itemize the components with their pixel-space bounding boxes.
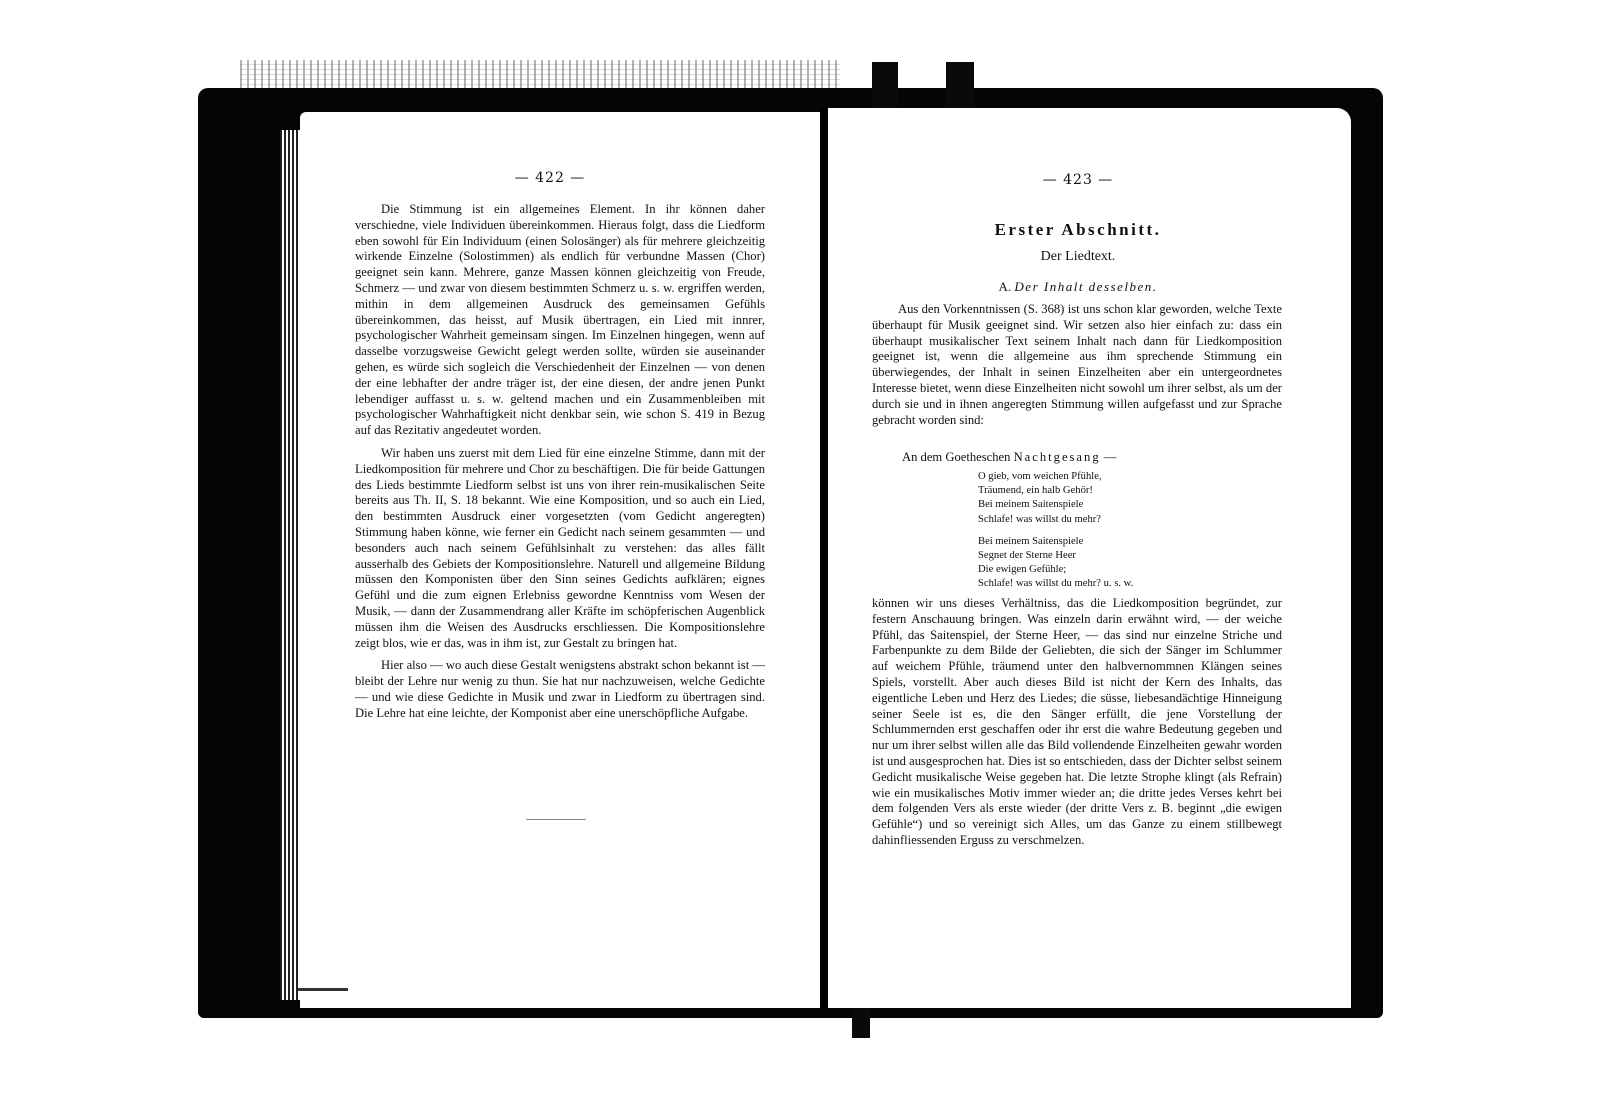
- bookmark-tab: [946, 62, 974, 108]
- paragraph: Aus den Vorkenntnissen (S. 368) ist uns schon klar geworden, welche Texte überhaupt für Musik geeignet sind. Wir setzen also hier einfach zu: dass ein überhaupt musikalischer Text seinem Inhalt nach dann für Liedkomposition geeignet ist, wenn die allgemeine aus ihm sprechende Stimmung ein überwiegendes, der Inhalt in seinen Einzelheiten aber ein untergeordnetes Interesse bietet, wenn diese Einzelheiten nicht sowohl um ihrer selbst, als um der durch sie und in ihnen angeregten Stimmung willen aufgefasst und zur Sprache gebracht worden sind:: [872, 302, 1282, 427]
- section-title: Erster Abschnitt.: [994, 220, 1162, 239]
- poem-line: Bei meinem Saitenspiele: [978, 535, 1084, 547]
- sub-heading: [908, 279, 1248, 295]
- page-number: — 422 —: [514, 170, 586, 186]
- poem-stanza: [978, 470, 1238, 527]
- sub-heading-text: Der Inhalt desselben.: [1014, 279, 1158, 294]
- sub-heading-letter: A.: [998, 279, 1012, 294]
- poem: [978, 470, 1238, 600]
- poem-line: Träumend, ein halb Gehör!: [978, 485, 1093, 497]
- left-page-body: [355, 202, 765, 729]
- poem-line: Bei meinem Saitenspiele: [978, 499, 1084, 511]
- end-rule: [526, 819, 586, 820]
- poem-intro: [902, 450, 1282, 465]
- poem-title: Nachtgesang: [1013, 450, 1101, 464]
- paragraph: Wir haben uns zuerst mit dem Lied für eine einzelne Stimme, dann mit der Liedkomposition für mehrere und Chor zu beschäftigen. Die für beide Gattungen des Lieds bestimmte Liedform selbst ist uns von ihrer rein-musikalischen Seite bereits aus Th. II, S. 18 bekannt. Wie eine Komposition, und so auch ein Lied, den bestimmten Ausdruck einer vorgesetzten (vom Gedicht angeregten) Stimmung haben könne, wie ferner ein Gedicht nach seinem gesammten — und besonders auch nach seinem Gefühlsinhalt zu verstehen: das alles fällt ausserhalb des Gebiets der Kompositionslehre. Naturell und allgemeine Bildung müssen den Komponisten über den Sinn seines Gedichts aufklären; eignes Gefühl und die zum eignen Erlebniss gewordne Kenntniss vom Wesen der Musik, — dann der Zusammendrang aller Kräfte im schöpferischen Augenblick müssen ihm die Weisen des Ausdrucks erschliessen. Die Kompositionslehre zeigt blos, wie er das, was in ihm ist, zur Gestalt zu bringen hat.: [355, 445, 765, 650]
- subsection-title: Der Liedtext.: [1040, 249, 1116, 264]
- paragraph: Die Stimmung ist ein allgemeines Element. In ihr können daher verschiedne, viele Individuen übereinkommen. Hieraus folgt, dass die Liedform eben sowohl für Ein Individuum (einen Solosänger) als für mehrere gleichzeitig wirkende Einzelne (Solostimmen) als endlich für verbundne Massen (Chor) geeignet sein kann. Mehrere, ganze Massen können gleichzeitig von Freude, Schmerz — und zwar von diesem bestimmten Schmerz u. s. w. ergriffen werden, mithin in dem allgemeinen Ausdruck des gemeinsamen Gefühls übereinkommen, das heisst, auf Musik übertragen, ein Lied mit innrer, psychologischer Wahrheit gemeinsam singen. Im Einzelnen hingegen, wenn auf dasselbe vorzugsweise Gewicht gelegt werden sollte, würden sie auseinander gehen, es würde sich sogleich die Verschiedenheit der Einzelnen — von denen der eine lebhafter der andre träger ist, der eine diesen, der andre jenen Punkt lebendiger auffasst u. s. w. geltend machen und ein Zusammenbleiben mit psychologischer Wahrhaftigkeit nicht denkbar sein, wie schon S. 419 in Bezug auf das Rezitativ angedeutet worden.: [355, 202, 765, 438]
- poem-stanza: [978, 535, 1238, 592]
- bookmark-tab: [872, 62, 898, 108]
- closing-paragraph: [872, 596, 1282, 856]
- paragraph: können wir uns dieses Verhältniss, das die Liedkomposition begründet, zur festern Anschauung bringen. Was einzeln darin erwähnt wird, — der weiche Pfühl, das Saitenspiel, der Sterne Heer, — das sind nur einzelne Striche und Farbenpunkte zu dem Bilde der Geliebten, die sich der Sänger im Schlummer auf weichem Pfühle, träumend unter den halbvernommnen Klängen seines Spiels, vorstellt. Aber auch dieses Bild ist nicht der Kern des Inhalts, das eigentliche Leben und Herz des Liedes; die süsse, liebesandächtige Hinneigung seiner Seele ist es, die den Sänger erfüllt, die jene Vorstellung der Schlummernden erst geschaffen oder ihr erst die wahre Bedeutung gegeben und nur um ihrer selbst willen alle das Bild vollendende Einzelheiten gewahr worden ist und ausgesprochen hat. Dies ist so entschieden, dass der Dichter selbst seinem Gedicht musikalische Weise gegeben hat. Die letzte Strophe klingt (als Refrain) wie ein musikalisches Motiv immer wieder an; die dritte jedes Verses kehrt bei dem folgenden Vers als erste wieder (der dritte Vers z. B. beginnt „die ewigen Gefühle“) und so vereinigt sich Alles, um das Ganze zu einem stillbewegt dahinfliessenden Erguss zu verschmelzen.: [872, 596, 1282, 847]
- poem-intro-suffix: —: [1103, 450, 1117, 464]
- right-page: [828, 108, 1351, 1008]
- page-number: — 423 —: [1042, 172, 1114, 188]
- poem-line: Schlafe! was willst du mehr?: [978, 513, 1101, 525]
- page-edges: [280, 130, 300, 1000]
- left-page: [300, 112, 820, 1008]
- book-gutter: [820, 108, 828, 1008]
- poem-line: Schlafe! was willst du mehr? u. s. w.: [978, 578, 1134, 590]
- page-edge-mark: [298, 988, 348, 991]
- poem-line: Die ewigen Gefühle;: [978, 564, 1067, 576]
- poem-line: Segnet der Sterne Heer: [978, 550, 1076, 562]
- intro-paragraph: [872, 302, 1282, 435]
- paragraph: Hier also — wo auch diese Gestalt wenigstens abstrakt schon bekannt ist — bleibt der Lehre nur wenig zu thun. Sie hat nur nachzuweisen, welche Gedichte — und wie diese Gedichte in Musik und zwar in Liedform zu übertragen sind. Die Lehre hat eine leichte, der Komponist aber eine unerschöpfliche Aufgabe.: [355, 658, 765, 720]
- poem-intro-prefix: An dem Goetheschen: [902, 450, 1011, 464]
- poem-line: O gieb, vom weichen Pfühle,: [978, 471, 1102, 482]
